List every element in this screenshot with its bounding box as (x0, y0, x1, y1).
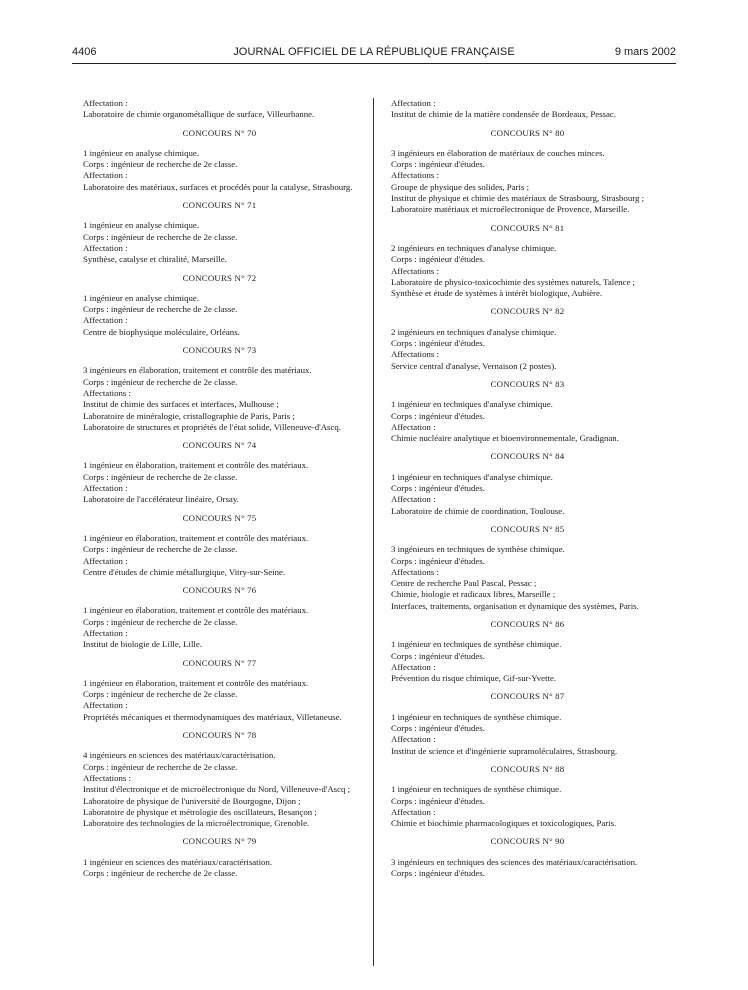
concours-entry (382, 544, 673, 612)
concours-heading: CONCOURS N° 88 (490, 763, 565, 774)
entry-line: Affectations : (83, 387, 131, 398)
concours-heading: CONCOURS N° 84 (490, 451, 565, 462)
entry-line: Interfaces, traitements, organisation et dynamique des systèmes, Paris. (391, 600, 639, 611)
entry-line: 2 ingénieurs en techniques d'analyse chimique. (391, 242, 557, 253)
entry-line: Affectation : (391, 494, 436, 505)
concours-entry (382, 98, 673, 121)
concours-entry (74, 605, 365, 650)
entry-line: Corps : ingénieur de recherche de 2e classe. (83, 376, 238, 387)
concours-heading: CONCOURS N° 81 (490, 222, 565, 233)
concours-entry (74, 750, 365, 829)
entry-line: 3 ingénieurs en techniques des sciences des matériaux/caractérisation. (391, 856, 638, 867)
entry-line: 4 ingénieurs en sciences des matériaux/caractérisation. (83, 750, 276, 761)
entry-line: Corps : ingénieur d'études. (391, 159, 485, 170)
entry-line: Corps : ingénieur d'études. (391, 868, 485, 879)
entry-line: Corps : ingénieur d'études. (391, 650, 485, 661)
page-number: 4406 (72, 46, 97, 58)
entry-line: Synthèse, catalyse et chiralité, Marseille. (83, 254, 227, 265)
concours-entry (382, 327, 673, 372)
concours-entry (74, 220, 365, 265)
concours-heading: CONCOURS N° 70 (182, 127, 257, 138)
entry-line: Prévention du risque chimique, Gif-sur-Yvette. (391, 673, 557, 684)
entry-line: Affectation : (391, 734, 436, 745)
entry-line: Institut de biologie de Lille, Lille. (83, 639, 202, 650)
entry-line: Institut de chimie des surfaces et interfaces, Mulhouse ; (83, 399, 279, 410)
concours-entry (382, 639, 673, 684)
entry-line: 1 ingénieur en analyse chimique. (83, 147, 200, 158)
entry-line: Corps : ingénieur de recherche de 2e classe. (83, 544, 238, 555)
entry-line: Affectations : (391, 170, 439, 181)
concours-entry (74, 857, 365, 880)
entry-line: Institut de science et d'ingénierie supramoléculaires, Strasbourg. (391, 745, 618, 756)
entry-line: Laboratoire de physique de l'université de Bourgogne, Dijon ; (83, 795, 301, 806)
entry-line: Laboratoire matériaux et microélectronique de Provence, Marseille. (391, 204, 630, 215)
concours-entry (382, 712, 673, 757)
entry-line: Institut de physique et chimie des matériaux de Strasbourg, Strasbourg ; (391, 193, 645, 204)
concours-entry (74, 678, 365, 723)
entry-line: Groupe de physique des solides, Paris ; (391, 181, 530, 192)
entry-line: Corps : ingénieur d'études. (391, 254, 485, 265)
entry-line: Corps : ingénieur de recherche de 2e classe. (83, 159, 238, 170)
entry-line: Centre de recherche Paul Pascal, Pessac ; (391, 578, 537, 589)
concours-heading: CONCOURS N° 82 (490, 306, 565, 317)
entry-line: Affectation : (391, 806, 436, 817)
entry-line: Corps : ingénieur d'études. (391, 795, 485, 806)
concours-heading: CONCOURS N° 85 (490, 523, 565, 534)
entry-line: 1 ingénieur en techniques d'analyse chimique. (391, 399, 553, 410)
entry-line: 1 ingénieur en élaboration, traitement et contrôle des matériaux. (83, 677, 309, 688)
entry-line: 1 ingénieur en élaboration, traitement et contrôle des matériaux. (83, 460, 309, 471)
entry-line: Affectations : (391, 566, 439, 577)
concours-entry (382, 399, 673, 444)
column-divider (373, 98, 374, 966)
entry-line: Affectation : (391, 661, 436, 672)
concours-entry (74, 460, 365, 505)
concours-heading: CONCOURS N° 79 (182, 836, 257, 847)
entry-line: Propriétés mécaniques et thermodynamiques des matériaux, Villetaneuse. (83, 711, 342, 722)
entry-line: Corps : ingénieur d'études. (391, 483, 485, 494)
concours-heading: CONCOURS N° 87 (490, 691, 565, 702)
entry-line: 1 ingénieur en analyse chimique. (83, 292, 200, 303)
concours-heading: CONCOURS N° 73 (182, 345, 257, 356)
entry-line: 1 ingénieur en élaboration, traitement et contrôle des matériaux. (83, 532, 309, 543)
entry-line: Corps : ingénieur de recherche de 2e classe. (83, 868, 238, 879)
concours-heading: CONCOURS N° 78 (182, 730, 257, 741)
concours-heading: CONCOURS N° 76 (182, 585, 257, 596)
concours-heading: CONCOURS N° 77 (182, 657, 257, 668)
entry-line: Laboratoire de chimie de coordination, Toulouse. (391, 505, 565, 516)
concours-entry (74, 148, 365, 193)
entry-line: Affectation : (83, 700, 128, 711)
concours-entry (74, 365, 365, 433)
entry-line: Affectations : (391, 349, 439, 360)
entry-line: Chimie, biologie et radicaux libres, Marseille ; (391, 589, 556, 600)
entry-line: Laboratoire de physique et métrologie des oscillateurs, Besançon ; (83, 806, 317, 817)
entry-line: Affectation : (83, 627, 128, 638)
entry-line: 1 ingénieur en élaboration, traitement et contrôle des matériaux. (83, 605, 309, 616)
concours-heading: CONCOURS N° 80 (490, 127, 565, 138)
entry-line: Affectation : (391, 421, 436, 432)
entry-line: Laboratoire des technologies de la microélectronique, Grenoble. (83, 818, 310, 829)
entry-line: Affectation : (83, 483, 128, 494)
concours-heading: CONCOURS N° 86 (490, 618, 565, 629)
entry-line: Corps : ingénieur d'études. (391, 723, 485, 734)
entry-line: 3 ingénieurs en élaboration de matériaux de couches minces. (391, 147, 605, 158)
concours-heading: CONCOURS N° 74 (182, 440, 257, 451)
concours-entry (382, 784, 673, 829)
entry-line: Centre de biophysique moléculaire, Orléans. (83, 326, 240, 337)
entry-line: 1 ingénieur en techniques d'analyse chimique. (391, 471, 553, 482)
concours-entry (382, 243, 673, 299)
entry-line: 1 ingénieur en techniques de synthèse chimique. (391, 784, 562, 795)
entry-line: Affectation : (391, 98, 436, 108)
entry-line: Corps : ingénieur de recherche de 2e classe. (83, 471, 238, 482)
entry-line: Corps : ingénieur de recherche de 2e classe. (83, 616, 238, 627)
entry-line: Affectations : (391, 265, 439, 276)
entry-line: 1 ingénieur en sciences des matériaux/caractérisation. (83, 856, 273, 867)
entry-line: Centre d'études de chimie métallurgique, Vitry-sur-Seine. (83, 566, 286, 577)
right-column (382, 98, 673, 885)
entry-line: Chimie et biochimie pharmacologiques et toxicologiques, Paris. (391, 818, 617, 829)
entry-line: Institut de chimie de la matière condensée de Bordeaux, Pessac. (391, 109, 616, 120)
page-header (72, 46, 676, 62)
concours-heading: CONCOURS N° 75 (182, 512, 257, 523)
concours-entry (74, 533, 365, 578)
entry-line: 1 ingénieur en techniques de synthèse chimique. (391, 711, 562, 722)
left-column (74, 98, 365, 885)
entry-line: Corps : ingénieur d'études. (391, 555, 485, 566)
concours-entry (74, 98, 365, 121)
entry-line: Laboratoire de chimie organométallique de surface, Villeurbanne. (83, 109, 315, 120)
entry-line: 1 ingénieur en techniques de synthèse chimique. (391, 639, 562, 650)
concours-entry (382, 857, 673, 880)
entry-line: Chimie nucléaire analytique et bioenvironnementale, Gradignan. (391, 433, 619, 444)
concours-entry (74, 293, 365, 338)
concours-heading: CONCOURS N° 90 (490, 836, 565, 847)
entry-line: Corps : ingénieur de recherche de 2e classe. (83, 304, 238, 315)
entry-line: 3 ingénieurs en élaboration, traitement et contrôle des matériaux. (83, 365, 312, 376)
concours-heading: CONCOURS N° 71 (182, 200, 257, 211)
concours-heading: CONCOURS N° 72 (182, 272, 257, 283)
concours-entry (382, 148, 673, 216)
entry-line: Affectation : (83, 555, 128, 566)
entry-line: Laboratoire de structures et propriétés de l'état solide, Villeneuve-d'Ascq. (83, 421, 341, 432)
header-rule (72, 63, 676, 64)
entry-line: Synthèse et étude de systèmes à intérêt biologique, Aubière. (391, 288, 603, 299)
entry-line: Corps : ingénieur de recherche de 2e classe. (83, 231, 238, 242)
journal-title: JOURNAL OFFICIEL DE LA RÉPUBLIQUE FRANÇAISE (233, 46, 515, 58)
entry-line: Affectation : (83, 242, 128, 253)
entry-line: Affectation : (83, 315, 128, 326)
issue-date: 9 mars 2002 (614, 46, 676, 58)
entry-line: Laboratoire de physico-toxicochimie des systèmes naturels, Talence ; (391, 276, 635, 287)
entry-line: Laboratoire des matériaux, surfaces et procédés pour la catalyse, Strasbourg. (83, 181, 353, 192)
concours-heading: CONCOURS N° 83 (490, 378, 565, 389)
entry-line: Corps : ingénieur de recherche de 2e classe. (83, 761, 238, 772)
entry-line: 1 ingénieur en analyse chimique. (83, 220, 200, 231)
entry-line: Corps : ingénieur de recherche de 2e classe. (83, 689, 238, 700)
entry-line: Affectations : (83, 772, 131, 783)
entry-line: Service central d'analyse, Vernaison (2 postes). (391, 360, 557, 371)
entry-line: Institut d'électronique et de microélectronique du Nord, Villeneuve-d'Ascq ; (83, 784, 351, 795)
entry-line: Affectation : (83, 170, 128, 181)
entry-line: 3 ingénieurs en techniques de synthèse chimique. (391, 544, 565, 555)
entry-line: Corps : ingénieur d'études. (391, 338, 485, 349)
entry-line: Corps : ingénieur d'études. (391, 410, 485, 421)
entry-line: 2 ingénieurs en techniques d'analyse chimique. (391, 326, 557, 337)
entry-line: Laboratoire de l'accélérateur linéaire, Orsay. (83, 494, 239, 505)
concours-entry (382, 472, 673, 517)
entry-line: Laboratoire de minéralogie, cristallographie de Paris, Paris ; (83, 410, 295, 421)
entry-line: Affectation : (83, 98, 128, 108)
